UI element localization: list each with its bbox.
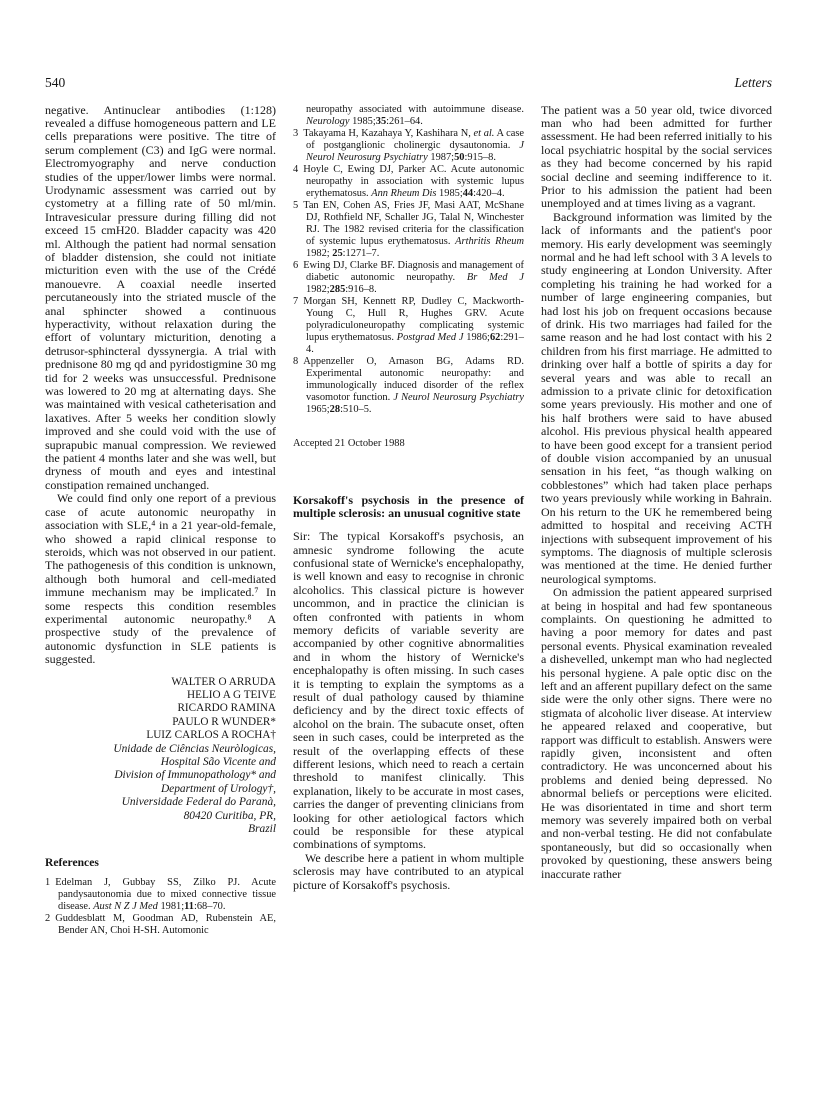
reference-text: Ewing DJ, Clarke BF. Diagnosis and management of diabetic autonomic neuropathy. Br Med J 1982;285:916–8. bbox=[303, 259, 524, 295]
signature-block bbox=[45, 676, 276, 743]
reference-text: Morgan SH, Kennett RP, Dudley C, Mackworth-Young C, Hull R, Hughes GRV. Acute polyradiculoneuropathy complicating systemic lupus erythematosus. Postgrad Med J 1986;62:291–4. bbox=[303, 295, 524, 355]
affiliation-line: 80420 Curitiba, PR, bbox=[183, 809, 276, 822]
author-name: RICARDO RAMINA bbox=[177, 702, 276, 715]
reference-item-continued bbox=[293, 104, 524, 128]
reference-text: Hoyle C, Ewing DJ, Parker AC. Acute autonomic neuropathy in association with systemic lupus erythematosus. Ann Rheum Dis 1985;44:420–4. bbox=[303, 163, 524, 199]
reference-text: Tan EN, Cohen AS, Fries JF, Masi AAT, McShane DJ, Rothfield NF, Schaller JG, Talal N, Winchester RJ. The 1982 revised criteria for the classification of systemic lupus erythematosus. Arthritis Rheum 1982; 25:1271–7. bbox=[303, 199, 524, 259]
author-name: LUIZ CARLOS A ROCHA† bbox=[146, 729, 276, 742]
reference-text: neuropathy associated with autoimmune disease. Neurology 1985;35:261–64. bbox=[306, 103, 524, 127]
affiliation-line: Hospital São Vicente and bbox=[160, 756, 276, 768]
affiliation-line: Unidade de Ciências Neuròlogicas, bbox=[113, 742, 276, 755]
accepted-date: Accepted 21 October 1988 bbox=[293, 437, 405, 449]
reference-number: 1 bbox=[45, 877, 51, 889]
author-name: HELIO A G TEIVE bbox=[187, 688, 276, 701]
affiliation-line: Brazil bbox=[248, 823, 276, 836]
letter2-paragraph: Sir: The typical Korsakoff's psychosis, an amnesic syndrome following the acute confusional state of Wernicke's encephalopathy, is well known and easy to recognise in chronic alcoholics. This classical picture is however uncommon, and in practice the clinician is often confronted with patients in whom memory deficits of variable severity are accompanied by other cognitive abnormalities and in whom the history of Wernicke's encephalopathy is often missing. In such cases it is tempting to explain the symptoms as a result of dual pathology caused by thiamine deficiency and by the direct toxic effects of alcohol on the brain. The subacute onset, often seen in such cases, could be interpreted as the result of the overlapping effects of these different lesions, which need to reach a certain threshold to manifest clinically. This explanation, likely to be accurate in most cases, carries the danger of preventing clinicians from looking for other aetiological factors which could be responsible for these atypical combinations of symptoms. bbox=[293, 529, 524, 852]
references-heading: References bbox=[45, 856, 99, 870]
reference-text: Takayama H, Kazahaya Y, Kashihara N, et al. A case of postganglionic cholinergic dysautonomia. J Neurol Neurosurg Psychiatry 1987;50:915–8. bbox=[303, 127, 524, 163]
letter-title: Korsakoff's psychosis in the presence of multiple sclerosis: an unusual cognitive state bbox=[293, 492, 524, 521]
reference-number: 2 bbox=[45, 913, 51, 925]
column-middle bbox=[293, 104, 524, 893]
reference-number: 5 bbox=[293, 199, 299, 211]
page-header bbox=[45, 76, 772, 90]
reference-item bbox=[293, 164, 524, 200]
letter2-paragraph: The patient was a 50 year old, twice divorced man who had been admitted for further assessment. He had been referred initially to his local psychiatric hospital by the social services as they had become concerned by his rapid social decline and seeming indifference to it. Prior to his admission the patient had been unemployed and at times living as a vagrant. bbox=[541, 102, 772, 211]
affiliation-line: Division of Immunopathology* and bbox=[114, 769, 276, 782]
letter1-paragraph-continuation: negative. Antinuclear antibodies (1:128) revealed a diffuse homogeneous pattern and LE cells preparations were positive. The titre of serum complement (C3) and IgG were normal. Electromyography and nerve conduction studies of the upper/lower limbs were normal. Urodynamic assessment was carried out by cystometry at a filling rate of 50 ml/min. Intravesicular pressure during filling did not exceed 15 cmH20. Bladder capacity was 420 ml. Although the patient had normal sensation of bladder distension, she could not initiate micturition even with the use of the Crédé manouevre. A coaxial needle inserted percutaneously into the striated muscle of the anal sphincter showed a continuous hyperactivity, without relaxation during the effort of voluntary micturition, denoting a detrusor-sphincteral dyssynergia. A trial with prednisone 80 mg qd and pyridostigmine 30 mg tid for 2 weeks was unsuccessful. Prednisone was lowered to 20 mg at alternating days. She was maintained with vesical catheterisation and laxatives. After 5 weeks her condition slowly improved and she could void with the use of suprapubic manual compression. We reviewed the patient 4 months later and she was well, but dryness of mouth and eyes and intestinal constipation remained unchanged. bbox=[45, 102, 276, 492]
column-left bbox=[45, 104, 276, 938]
reference-item bbox=[293, 356, 524, 416]
reference-item bbox=[45, 913, 276, 937]
reference-item bbox=[293, 296, 524, 356]
column-right bbox=[541, 104, 772, 882]
reference-item bbox=[293, 200, 524, 260]
reference-text: Guddesblatt M, Goodman AD, Rubenstein AE, Bender AN, Choi H-SH. Automonic bbox=[55, 913, 276, 937]
letter1-paragraph-closing: We could find only one report of a previous case of acute autonomic neuropathy in association with SLE,⁴ in a 21 year-old-female, who showed a rapid clinical response to steroids, which was not observed in our patient. The pathogenesis of this condition is unknown, although both humoral and cell-mediated immune mechanism may be implicated.⁷ In some respects this condition resembles experimental autonomic neuropathy.⁸ A prospective study of the prevalence of autonomic dysfunction in SLE patients is suggested. bbox=[45, 491, 276, 667]
letter2-paragraph: We describe here a patient in whom multiple sclerosis may have contributed to an atypical picture of Korsakoff's psychosis. bbox=[293, 850, 524, 892]
reference-number: 6 bbox=[293, 259, 299, 271]
reference-number: 7 bbox=[293, 295, 299, 307]
affiliation-line: Universidade Federal do Paranà, bbox=[121, 796, 276, 809]
reference-text: Appenzeller O, Arnason BG, Adams RD. Experimental autonomic neuropathy: and immunologically induced disorder of the reflex vasomotor function. J Neurol Neurosurg Psychiatry 1965;28:510–5. bbox=[303, 355, 524, 415]
letter2-paragraph: Background information was limited by the lack of informants and the patient's poor memory. His early development was seemingly normal and he had left school with 3 A levels to study engineering at London University. After completing his training he had worked for a number of large engineering companies, but had lost his job on frequent occasions because of drink. His two marriages had failed for the same reason and he had lost contact with his 2 children from his first marriage. He admitted to drinking over half a bottle of spirits a day for several years and was able to recall an admission to a private clinic for detoxification some years previously. His mother and one of his half brothers were said to have abused alcohol. His previous physical health appeared to have been good except for a transient period of double vision accompanied by an unusual sensation in his feet, “as though walking on cobblestones” which had taken place perhaps two years previously while working in Bahrain. On his return to the UK he remembered being admitted to hospital and receiving ACTH injections with subsequent improvement of his symptoms. The diagnosis of multiple sclerosis was mentioned at the time. He denied further neurological symptoms. bbox=[541, 209, 772, 586]
author-name: WALTER O ARRUDA bbox=[171, 675, 276, 688]
three-column-body bbox=[45, 104, 772, 938]
author-name: PAULO R WUNDER* bbox=[172, 715, 276, 728]
page-number: 540 bbox=[45, 75, 66, 90]
reference-item bbox=[293, 128, 524, 164]
letter2-paragraph: On admission the patient appeared surprised at being in hospital and had few spontaneous complaints. On questioning he admitted to having a poor memory for dates and past personal events. Physical examination revealed a dishevelled, unkempt man who had neglected his personal hygiene. A pale optic disc on the left and an afferent pupillary defect on the same side were the only other signs. There were no stigmata of alcoholic liver disease. At interview he appeared relaxed and cooperative, but rapport was difficult to establish. Answers were rapidly given, inconsistent and often contradictory. He was unconcerned about his problems and denied being depressed. No abnormal beliefs or perceptions were elicited. He was disorientated in time and short term memory was severely impaired both on verbal and non-verbal testing. He did not confabulate spontaneously, but did so occasionally when provoked by questioning, these answers being inaccurate rather bbox=[541, 585, 772, 881]
reference-text: Edelman J, Gubbay SS, Zilko PJ. Acute pandysautonomia due to mixed connective tissue disease. Aust N Z J Med 1981;11:68–70. bbox=[55, 877, 276, 913]
reference-number: 3 bbox=[293, 127, 299, 139]
reference-item bbox=[293, 260, 524, 296]
running-head: Letters bbox=[734, 75, 772, 90]
reference-number: 4 bbox=[293, 163, 299, 175]
reference-item bbox=[45, 877, 276, 913]
reference-number: 8 bbox=[293, 355, 299, 367]
affiliation-line: Department of Urology†, bbox=[160, 782, 276, 795]
affiliation-block bbox=[45, 743, 276, 837]
